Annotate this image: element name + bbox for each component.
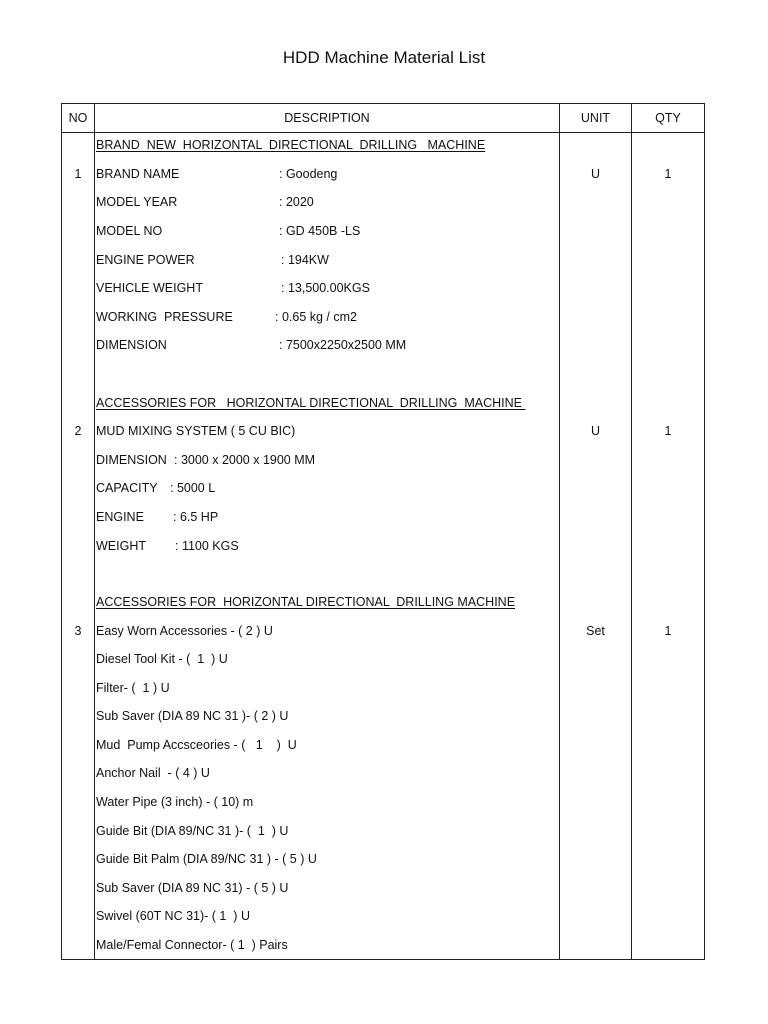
spec-label: MODEL YEAR	[96, 195, 178, 209]
spec-value: : 7500x2250x2500 MM	[279, 338, 407, 352]
header-divider	[62, 132, 704, 133]
spec-value: : 6.5 HP	[173, 510, 219, 524]
header-description: DESCRIPTION	[284, 111, 370, 125]
row-number: 2	[74, 424, 82, 438]
spec-label: VEHICLE WEIGHT	[96, 281, 203, 295]
list-item: Filter- ( 1 ) U	[96, 681, 170, 695]
row-qty: 1	[664, 167, 672, 181]
spec-label: MUD MIXING SYSTEM ( 5 CU BIC)	[96, 424, 296, 438]
row-qty: 1	[664, 624, 672, 638]
list-item: Male/Femal Connector- ( 1 ) Pairs	[96, 938, 288, 952]
spec-label: CAPACITY	[96, 481, 158, 495]
page-title: HDD Machine Material List	[282, 48, 486, 67]
spec-label: WORKING PRESSURE	[96, 310, 233, 324]
list-item: Water Pipe (3 inch) - ( 10) m	[96, 795, 254, 809]
spec-value: : 0.65 kg / cm2	[275, 310, 357, 324]
column-divider	[94, 104, 95, 959]
material-table	[61, 103, 705, 960]
list-item: Guide Bit (DIA 89/NC 31 )- ( 1 ) U	[96, 824, 289, 838]
spec-value: : 13,500.00KGS	[281, 281, 370, 295]
spec-value: : 1100 KGS	[175, 539, 239, 553]
list-item: Swivel (60T NC 31)- ( 1 ) U	[96, 909, 250, 923]
spec-label: WEIGHT	[96, 539, 146, 553]
spec-value: : Goodeng	[279, 167, 338, 181]
row-unit: U	[590, 424, 601, 438]
spec-label: BRAND NAME	[96, 167, 180, 181]
list-item: Guide Bit Palm (DIA 89/NC 31 ) - ( 5 ) U	[96, 852, 317, 866]
spec-label: DIMENSION	[96, 453, 167, 467]
list-item: Easy Worn Accessories - ( 2 ) U	[96, 624, 273, 638]
list-item: Sub Saver (DIA 89 NC 31) - ( 5 ) U	[96, 881, 289, 895]
spec-label: ENGINE POWER	[96, 253, 195, 267]
row-unit: U	[590, 167, 601, 181]
section-heading: BRAND NEW HORIZONTAL DIRECTIONAL DRILLING MACHINE	[96, 138, 486, 152]
spec-label: MODEL NO	[96, 224, 163, 238]
row-qty: 1	[664, 424, 672, 438]
list-item: Mud Pump Accsceories - ( 1 ) U	[96, 738, 297, 752]
spec-value: : 3000 x 2000 x 1900 MM	[174, 453, 316, 467]
row-number: 1	[74, 167, 82, 181]
row-number: 3	[74, 624, 82, 638]
spec-label: ENGINE	[96, 510, 144, 524]
header-unit: UNIT	[580, 111, 611, 125]
section-heading: ACCESSORIES FOR HORIZONTAL DIRECTIONAL DRILLING MACHINE	[96, 595, 516, 609]
row-unit: Set	[586, 624, 605, 638]
header-qty: QTY	[655, 111, 681, 125]
section-heading: ACCESSORIES FOR HORIZONTAL DIRECTIONAL DRILLING MACHINE	[96, 396, 526, 410]
spec-label: DIMENSION	[96, 338, 167, 352]
spec-value: : 2020	[279, 195, 314, 209]
column-divider	[631, 104, 632, 959]
spec-value: : 5000 L	[170, 481, 216, 495]
spec-value: : GD 450B -LS	[279, 224, 361, 238]
list-item: Diesel Tool Kit - ( 1 ) U	[96, 652, 228, 666]
column-divider	[559, 104, 560, 959]
spec-value: : 194KW	[281, 253, 329, 267]
header-no: NO	[68, 111, 88, 125]
list-item: Sub Saver (DIA 89 NC 31 )- ( 2 ) U	[96, 709, 289, 723]
list-item: Anchor Nail - ( 4 ) U	[96, 766, 210, 780]
